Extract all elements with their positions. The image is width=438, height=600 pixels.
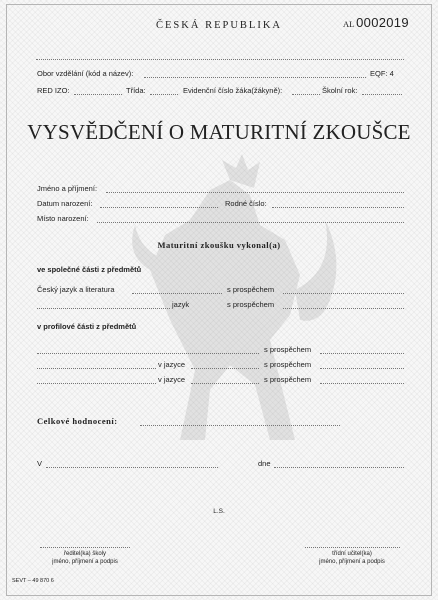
- evidencni-cislo-label: Evidenční číslo žáka(žákyně):: [183, 86, 283, 95]
- overall-evaluation-field[interactable]: [140, 425, 340, 426]
- profile-subject-3-prospech-label: s prospěchem: [264, 375, 312, 384]
- eqf-level: EQF: 4: [370, 69, 394, 78]
- profile-subject-3-jazyk-label: v jazyce: [158, 375, 186, 384]
- skolni-rok-field[interactable]: [362, 94, 402, 95]
- place-field[interactable]: [46, 467, 218, 468]
- cesky-jazyk-prospech-label: s prospěchem: [227, 285, 275, 294]
- skolni-rok-label: Školní rok:: [322, 86, 358, 95]
- profile-subject-2-prospech-field[interactable]: [320, 368, 404, 369]
- red-izo-label: RED IZO:: [37, 86, 70, 95]
- profile-subject-1-field[interactable]: [37, 353, 259, 354]
- director-note: jméno, příjmení a podpis: [52, 559, 118, 565]
- stamp-label: L.S.: [213, 508, 225, 515]
- class-teacher-signature-caption: [297, 550, 407, 566]
- misto-narozeni-field[interactable]: [97, 222, 404, 223]
- profile-subject-3-field[interactable]: [37, 383, 156, 384]
- jmeno-label: Jméno a příjmení:: [37, 184, 98, 193]
- document-title: VYSVĚDČENÍ O MATURITNÍ ZKOUŠCE: [27, 120, 411, 144]
- red-izo-field[interactable]: [74, 94, 122, 95]
- profile-subject-2-prospech-label: s prospěchem: [264, 360, 312, 369]
- datum-narozeni-field[interactable]: [100, 207, 218, 208]
- obor-field[interactable]: [144, 77, 366, 78]
- trida-label: Třída:: [126, 86, 146, 95]
- jmeno-field[interactable]: [106, 192, 404, 193]
- director-role: ředitel(ka) školy: [63, 551, 106, 557]
- serial-number-value: 0002019: [356, 15, 409, 30]
- exam-heading: Maturitní zkoušku vykonal(a): [157, 240, 281, 250]
- cesky-jazyk-prospech-field[interactable]: [283, 293, 404, 294]
- class-teacher-signature-field[interactable]: [305, 547, 400, 548]
- misto-narozeni-label: Místo narození:: [37, 214, 89, 223]
- cesky-jazyk-label: Český jazyk a literatura: [37, 285, 115, 294]
- profile-subject-3-language-field[interactable]: [191, 383, 259, 384]
- date-field[interactable]: [274, 467, 404, 468]
- rodne-cislo-label: Rodné číslo:: [225, 199, 267, 208]
- profile-subject-2-language-field[interactable]: [191, 368, 259, 369]
- cesky-jazyk-dots: [132, 293, 222, 294]
- rodne-cislo-field[interactable]: [272, 207, 404, 208]
- profile-subject-2-jazyk-label: v jazyce: [158, 360, 186, 369]
- jazyk-label: jazyk: [172, 300, 190, 309]
- profile-subject-1-prospech-field[interactable]: [320, 353, 404, 354]
- profile-subject-2-field[interactable]: [37, 368, 156, 369]
- overall-evaluation-label: Celkové hodnocení:: [37, 416, 118, 426]
- evidencni-cislo-field[interactable]: [292, 94, 320, 95]
- serial-number: [343, 15, 409, 30]
- top-dotted-line: [36, 59, 404, 60]
- profile-subject-1-prospech-label: s prospěchem: [264, 345, 312, 354]
- class-teacher-role: třídní učitel(ka): [332, 551, 372, 557]
- trida-field[interactable]: [150, 94, 178, 95]
- common-part-heading: ve společné části z předmětů: [37, 265, 142, 274]
- profile-part-heading: v profilové části z předmětů: [37, 322, 137, 331]
- date-label: dne: [258, 459, 271, 468]
- datum-narozeni-label: Datum narození:: [37, 199, 93, 208]
- director-signature-field[interactable]: [40, 547, 130, 548]
- obor-label: Obor vzdělání (kód a název):: [37, 69, 134, 78]
- form-code: SEVT – 49 870 6: [12, 578, 54, 584]
- serial-prefix: AL: [343, 19, 355, 29]
- jazyk-prospech-label: s prospěchem: [227, 300, 275, 309]
- jazyk-name-field[interactable]: [37, 308, 170, 309]
- place-label: V: [37, 459, 43, 468]
- profile-subject-3-prospech-field[interactable]: [320, 383, 404, 384]
- class-teacher-note: jméno, příjmení a podpis: [319, 559, 385, 565]
- director-signature-caption: [30, 550, 140, 566]
- country-name: ČESKÁ REPUBLIKA: [156, 20, 282, 31]
- jazyk-prospech-field[interactable]: [283, 308, 404, 309]
